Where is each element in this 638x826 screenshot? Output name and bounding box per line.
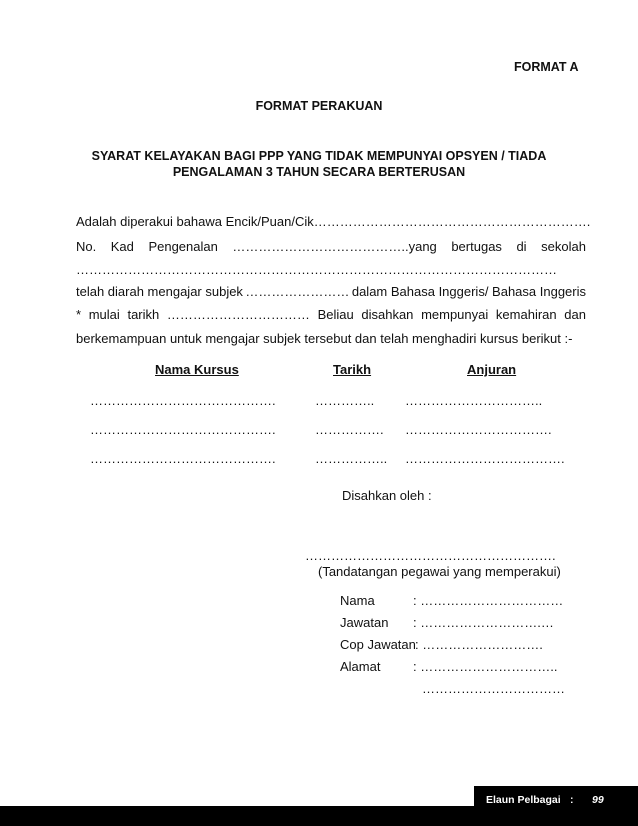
line2-word: Kad [110,239,134,254]
line4-text-b: dalam Bahasa Inggeris/ Bahasa Inggeris [351,284,586,299]
name-blank: ………………………………………………………. [313,214,591,229]
line5-word: mempunyai [421,307,489,322]
signature-line: …………………………………………………. [305,548,556,563]
field-value-nama: : …………………………… [413,593,564,608]
body-line-1 [76,214,591,229]
line5-word: mulai [88,307,120,322]
field-value-cop-jawatan: : ………………………. [415,637,543,652]
course-name-blank: ……………………………………. [90,422,276,437]
header-nama-kursus: Nama Kursus [155,362,239,377]
course-name-blank: ……………………………………. [90,393,276,408]
line5-word: tarikh [127,307,160,322]
address-extra-blank: …………………………… [422,681,565,696]
school-blank: ………………………………………………………………………………………………… [76,262,557,277]
course-date-blank: …………….. [315,451,388,466]
subtitle-line-2: PENGALAMAN 3 TAHUN SECARA BERTERUSAN [172,165,466,179]
signature-caption: (Tandatangan pegawai yang memperakui) [318,564,561,579]
body-line-2 [76,239,586,254]
subject-blank: …………………… [245,284,350,299]
course-date-blank: ………….. [315,393,375,408]
footer-box [474,786,638,814]
field-value-alamat: : ………………………….. [413,659,558,674]
format-label: FORMAT A [514,60,579,74]
header-tarikh: Tarikh [333,362,372,377]
course-organizer-blank: ……………………………. [405,422,552,437]
body-line-6: berkemampuan untuk mengajar subjek tersebut dan telah menghadiri kursus berikut :- [76,331,573,346]
ic-blank: …………………………………..yang [232,239,437,254]
course-organizer-blank: ………………………………. [405,451,565,466]
line2-word: Pengenalan [148,239,218,254]
line2-word: sekolah [541,239,586,254]
line2-word: di [516,239,527,254]
field-label-jawatan: Jawatan [340,615,389,630]
header-anjuran: Anjuran [467,362,517,377]
course-organizer-blank: ………………………….. [405,393,543,408]
field-label-alamat: Alamat [340,659,381,674]
line5-word: * [76,307,82,322]
disahkan-label: Disahkan oleh : [342,488,432,503]
body-line-4 [76,284,586,299]
field-label-cop-jawatan: Cop Jawatan [340,637,416,652]
course-date-blank: ……………. [315,422,384,437]
footer-separator: : [570,794,574,806]
line5-word: kemahiran [495,307,557,322]
line5-word: Beliau [317,307,354,322]
body-line-5 [76,307,586,322]
page-number: 99 [592,794,604,806]
course-name-blank: ……………………………………. [90,451,276,466]
line5-word: disahkan [361,307,414,322]
certify-text: Adalah diperakui bahawa Encik/Puan/Cik [76,214,314,229]
field-label-nama: Nama [340,593,375,608]
line2-word: bertugas [451,239,502,254]
page-title: FORMAT PERAKUAN [255,99,383,113]
field-value-jawatan: : ……………………….… [413,615,554,630]
line2-word: No. [76,239,97,254]
line5-word: dan [564,307,586,322]
footer-label: Elaun Pelbagai [486,794,561,806]
line4-text-a: telah diarah mengajar subjek [76,284,243,299]
date-blank: …………………………… [166,307,310,322]
subtitle-line-1: SYARAT KELAYAKAN BAGI PPP YANG TIDAK MEMPUNYAI OPSYEN / TIADA [91,149,547,163]
